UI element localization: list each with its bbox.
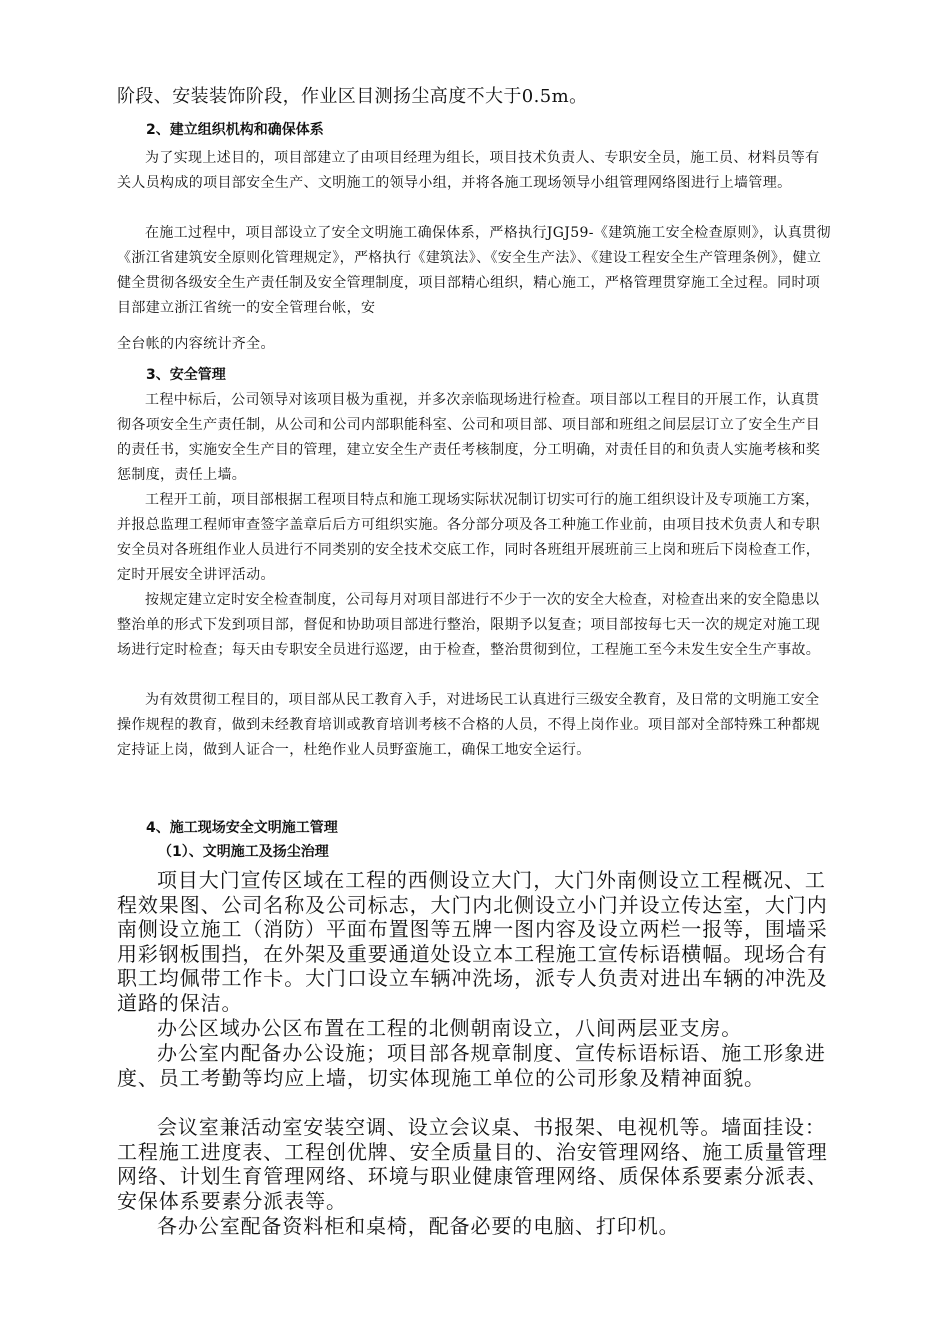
section-4-subheading: （1）、文明施工及扬尘治理 <box>158 844 329 860</box>
section-4-paragraph-3: 办公室内配备办公设施；项目部各规章制度、宣传标语标语、施工形象进度、员工考勤等均应上墙，切实体现施工单位的公司形象及精神面貌。 <box>117 1041 826 1090</box>
section-3-paragraph-2: 工程开工前，项目部根据工程项目特点和施工现场实际状况制订切实可行的施工组织设计及专项施工方案，并报总监理工程师审查签字盖章后后方可组织实施。各分部分项及各工种施工作业前，由项目技术负责人和专职安全员对各班组作业人员进行不同类别的安全技术交底工作，同时各班组开展班前三上岗和班后下岗检查工作，定时开展安全讲评活动。 <box>117 492 821 583</box>
section-3-paragraph-3: 按规定建立定时安全检查制度，公司每月对项目部进行不少于一次的安全大检查，对检查出来的安全隐患以整治单的形式下发到项目部，督促和协助项目部进行整治，限期予以复查；项目部按每七天一次的规定对施工现场进行定时检查；每天由专职安全员进行巡逻，由于检查，整治贯彻到位，工程施工至今未发生安全生产事故。 <box>117 592 821 658</box>
section-4-paragraph-1: 项目大门宣传区域在工程的西侧设立大门，大门外南侧设立工程概况、工程效果图、公司名称及公司标志，大门内北侧设立小门并设立传达室，大门内南侧设立施工（消防）平面布置图等五牌一图内容及设立两栏一报等，围墙采用彩钢板围挡，在外架及重要通道处设立本工程施工宣传标语横幅。现场合有职工均佩带工作卡。大门口设立车辆冲洗场，派专人负责对进出车辆的冲洗及道路的保洁。 <box>117 868 828 1015</box>
section-2-paragraph-2: 在施工过程中，项目部设立了安全文明施工确保体系，严格执行JGJ59-《建筑施工安全检查原则》，认真贯彻《浙江省建筑安全原则化管理规定》，严格执行《建筑法》、《安全生产法》、《建设工程安全生产管理条例》，健立健全贯彻各级安全生产责任制及安全管理制度，项目部精心组织，精心施工，严格管理贯穿施工全过程。同时项目部建立浙江省统一的安全管理台帐，安 <box>117 225 831 316</box>
section-4-paragraph-4: 会议室兼活动室安装空调、设立会议桌、书报架、电视机等。墙面挂设：工程施工进度表、工程创优牌、安全质量目的、治安管理网络、施工质量管理网络、计划生育管理网络、环境与职业健康管理网络、质保体系要素分派表、安保体系要素分派表等。 <box>117 1115 828 1213</box>
section-4-paragraph-5: 各办公室配备资料柜和桌椅，配备必要的电脑、打印机。 <box>157 1214 680 1238</box>
section-4-heading: 4、施工现场安全文明施工管理 <box>146 820 338 836</box>
section-3-heading: 3、安全管理 <box>146 367 226 383</box>
section-2-paragraph-1: 为了实现上述目的，项目部建立了由项目经理为组长，项目技术负责人、专职安全员，施工员、材料员等有关人员构成的项目部安全生产、文明施工的领导小组，并将各施工现场领导小组管理网络图进行上墙管理。 <box>117 150 820 191</box>
section-3-paragraph-1: 工程中标后，公司领导对该项目极为重视，并多次亲临现场进行检查。项目部以工程目的开展工作，认真贯彻各项安全生产责任制，从公司和公司内部职能科室、公司和项目部、项目部和班组之间层层订立了安全生产目的责任书，实施安全生产目的管理，建立安全生产责任考核制度，分工明确，对责任目的和负责人实施考核和奖惩制度，责任上墙。 <box>117 392 821 483</box>
section-2-paragraph-2-tail: 全台帐的内容统计齐全。 <box>117 336 275 352</box>
section-4-paragraph-2: 办公区域办公区布置在工程的北侧朝南设立，八间两层亚支房。 <box>157 1016 743 1040</box>
section-3-paragraph-4: 为有效贯彻工程目的，项目部从民工教育入手，对进场民工认真进行三级安全教育，及日常的文明施工安全操作规程的教育，做到未经教育培训或教育培训考核不合格的人员，不得上岗作业。项目部对全部特殊工种都规定持证上岗，做到人证合一，杜绝作业人员野蛮施工，确保工地安全运行。 <box>117 692 821 758</box>
lead-line: 阶段、安装装饰阶段，作业区目测扬尘高度不大于0.5m。 <box>117 86 588 107</box>
section-2-heading: 2、建立组织机构和确保体系 <box>146 122 324 138</box>
